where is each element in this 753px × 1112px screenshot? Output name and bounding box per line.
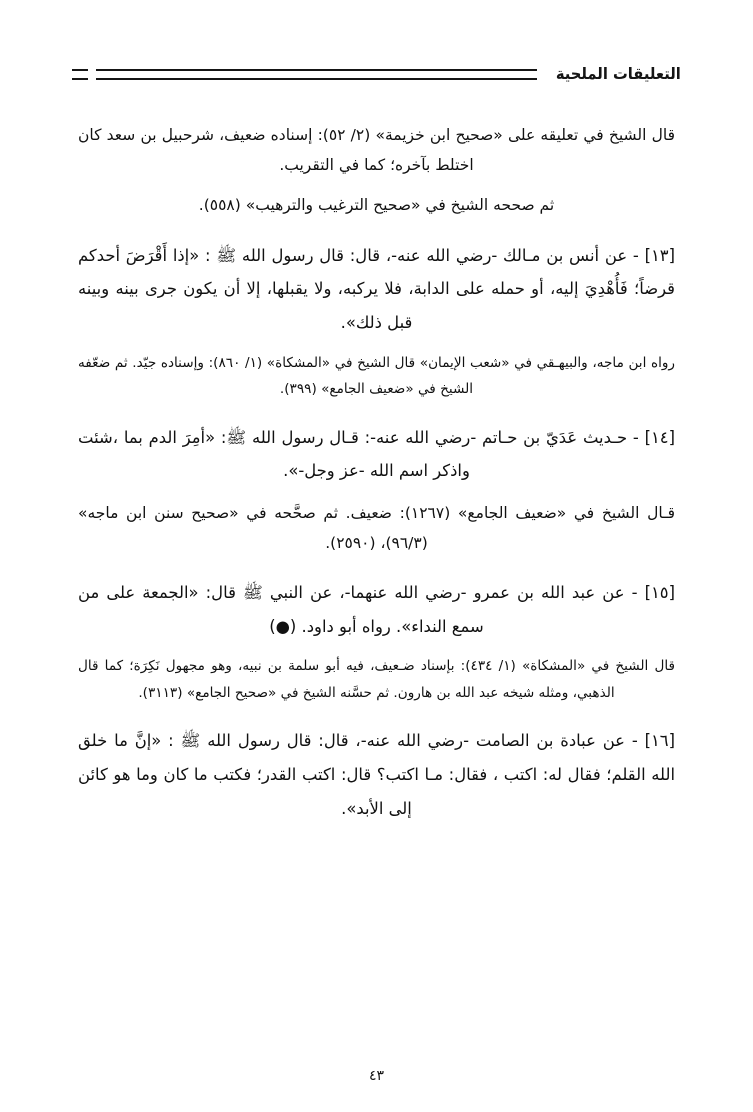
paragraph-commentary-2: ثم صححه الشيخ في «صحيح الترغيب والترهيب» (٥٥٨). <box>198 196 555 215</box>
page-content <box>78 120 675 1042</box>
hadith-14: [١٤] - حـديث عَدَيّ بن حـاتم -رضي الله عنه-: قـال رسول الله ﷺ: «أمِرَ الدم بما ،شئت واذكر اسم الله -عز وجل-». <box>78 427 675 481</box>
book-title: التعليقات الملحية <box>556 63 681 83</box>
header-rule <box>96 69 537 80</box>
takhrij-14: قـال الشيخ في «ضعيف الجامع» (١٢٦٧): ضعيف. ثم صحَّحه في «صحيح سنن ابن ماجه» (٩٦/٣)، (٢٥٩٠). <box>78 503 676 552</box>
paragraph-commentary-1: قال الشيخ في تعليقه على «صحيح ابن خزيمة» (٢/ ٥٢): إسناده ضعيف، شرحبيل بن سعد كان اختلط بآخره؛ كما في التقريب. <box>78 126 675 175</box>
hadith-13: [١٣] - عن أنس بن مـالك -رضي الله عنه-، قال: قال رسول الله ﷺ : «إذا أَقْرَضَ أحدكم قرضاً؛ فَأُهْدِيَ إليه، أو حمله على الدابة، فلا يركبه، ولا يقبلها، إلا أن يكون جرى بينه وبينه قبل ذلك». <box>78 245 675 332</box>
takhrij-15: قال الشيخ في «المشكاة» (١/ ٤٣٤): بإسناد ضـعيف، فيه أبو سلمة بن نبيه، وهو مجهول نَكِرَة؛ كما قال الذهبي، ومثله شيخه عبد الله بن هارون. ثم حسَّنه الشيخ في «صحيح الجامع» (٣١١٣). <box>78 658 676 701</box>
page-number: ٤٣ <box>368 1068 385 1084</box>
page-header <box>72 56 681 90</box>
header-dash-ornament <box>72 69 88 80</box>
takhrij-13: رواه ابن ماجه، والبيهـقي في «شعب الإيمان» قال الشيخ في «المشكاة» (١/ ٨٦٠): وإسناده جيّد. ثم ضعّفه الشيخ في «ضعيف الجامع» (٣٩٩). <box>78 354 675 398</box>
hadith-16: [١٦] - عن عبادة بن الصامت -رضي الله عنه-، قال: قال رسول الله ﷺ : «إنَّ ما خلق الله القلم؛ فقال له: اكتب ، فقال: مـا اكتب؟ قال: اكتب القدر؛ فكتب ما كان وما هو كائن إلى الأبد». <box>78 731 675 818</box>
hadith-15: [١٥] - عن عبد الله بن عمرو -رضي الله عنهما-، عن النبي ﷺ قال: «الجمعة على من سمع النداء». رواه أبو داود. (●) <box>78 583 675 636</box>
